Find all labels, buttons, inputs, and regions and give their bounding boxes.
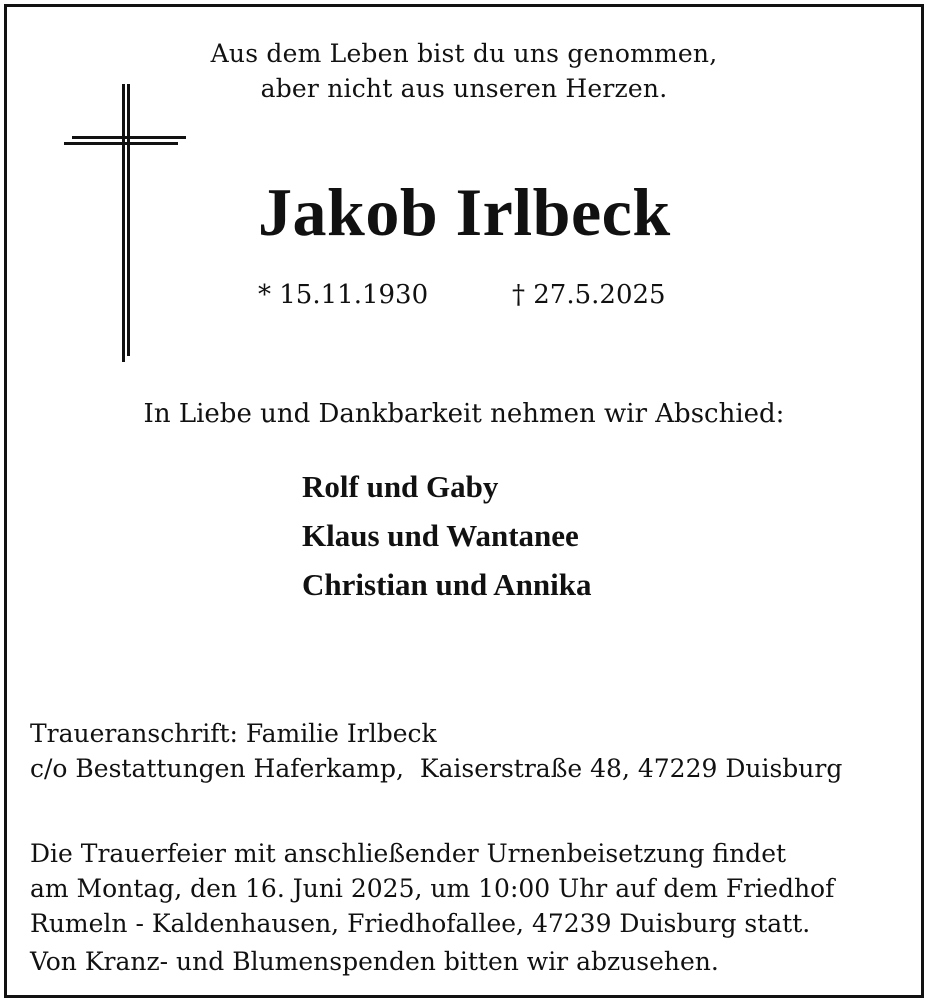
service-info xyxy=(30,836,834,941)
mourner-3: Christian und Annika xyxy=(302,567,592,602)
service-line-1: Die Trauerfeier mit anschließender Urnenbeisetzung findet xyxy=(30,839,787,868)
death-date: † 27.5.2025 xyxy=(512,280,666,310)
flowers-note: Von Kranz- und Blumenspenden bitten wir abzusehen. xyxy=(30,947,719,976)
mourner-2: Klaus und Wantanee xyxy=(302,518,579,553)
deceased-name: Jakob Irlbeck xyxy=(258,174,671,250)
address-line-1: Traueranschrift: Familie Irlbeck xyxy=(30,719,437,748)
motto-line-1: Aus dem Leben bist du uns genommen, xyxy=(210,39,718,68)
mourner-1: Rolf und Gaby xyxy=(302,469,499,504)
mourners-list xyxy=(302,462,591,609)
motto-line-2: aber nicht aus unseren Herzen. xyxy=(260,74,668,103)
service-line-2: am Montag, den 16. Juni 2025, um 10:00 Uhr auf dem Friedhof xyxy=(30,874,835,903)
farewell-text: In Liebe und Dankbarkeit nehmen wir Abschied: xyxy=(143,399,785,429)
mourning-address xyxy=(30,716,842,786)
cross-icon xyxy=(62,84,188,364)
service-line-3: Rumeln - Kaldenhausen, Friedhofallee, 47239 Duisburg statt. xyxy=(30,909,811,938)
birth-date: * 15.11.1930 xyxy=(258,280,429,310)
address-line-2: c/o Bestattungen Haferkamp, Kaiserstraße 48, 47229 Duisburg xyxy=(30,754,843,783)
